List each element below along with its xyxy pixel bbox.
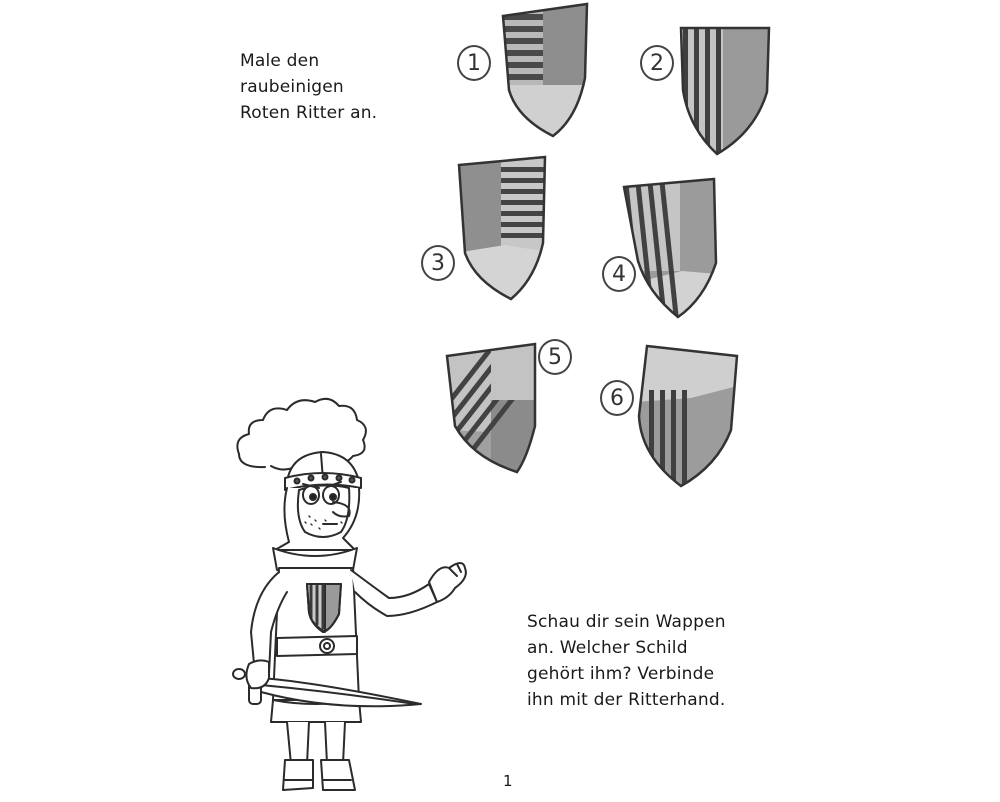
shield-1[interactable] [495, 0, 595, 140]
shield-number-1: 1 [457, 45, 491, 81]
shield-number-6: 6 [600, 380, 634, 416]
knight-illustration [225, 392, 485, 802]
instruction-line: Schau dir sein Wappen [527, 612, 726, 632]
shield-6[interactable] [635, 340, 745, 490]
shield-number-2: 2 [640, 45, 674, 81]
shield-number-3: 3 [421, 245, 455, 281]
instruction-line: gehört ihm? Verbinde [527, 664, 715, 684]
shield-number-4: 4 [602, 256, 636, 292]
shield-number-5: 5 [538, 339, 572, 375]
shield-4[interactable] [620, 175, 730, 325]
instruction-line: raubeinigen [240, 77, 344, 97]
instruction-line: Roten Ritter an. [240, 103, 378, 123]
instruction-line: Male den [240, 51, 320, 71]
page-number: 1 [503, 772, 513, 790]
instruction-line: an. Welcher Schild [527, 638, 688, 658]
instruction-line: ihn mit der Ritterhand. [527, 690, 726, 710]
shield-3[interactable] [455, 153, 555, 303]
instruction-text-bottom [527, 609, 726, 713]
shield-2[interactable] [675, 20, 775, 160]
instruction-text-top [240, 48, 377, 126]
